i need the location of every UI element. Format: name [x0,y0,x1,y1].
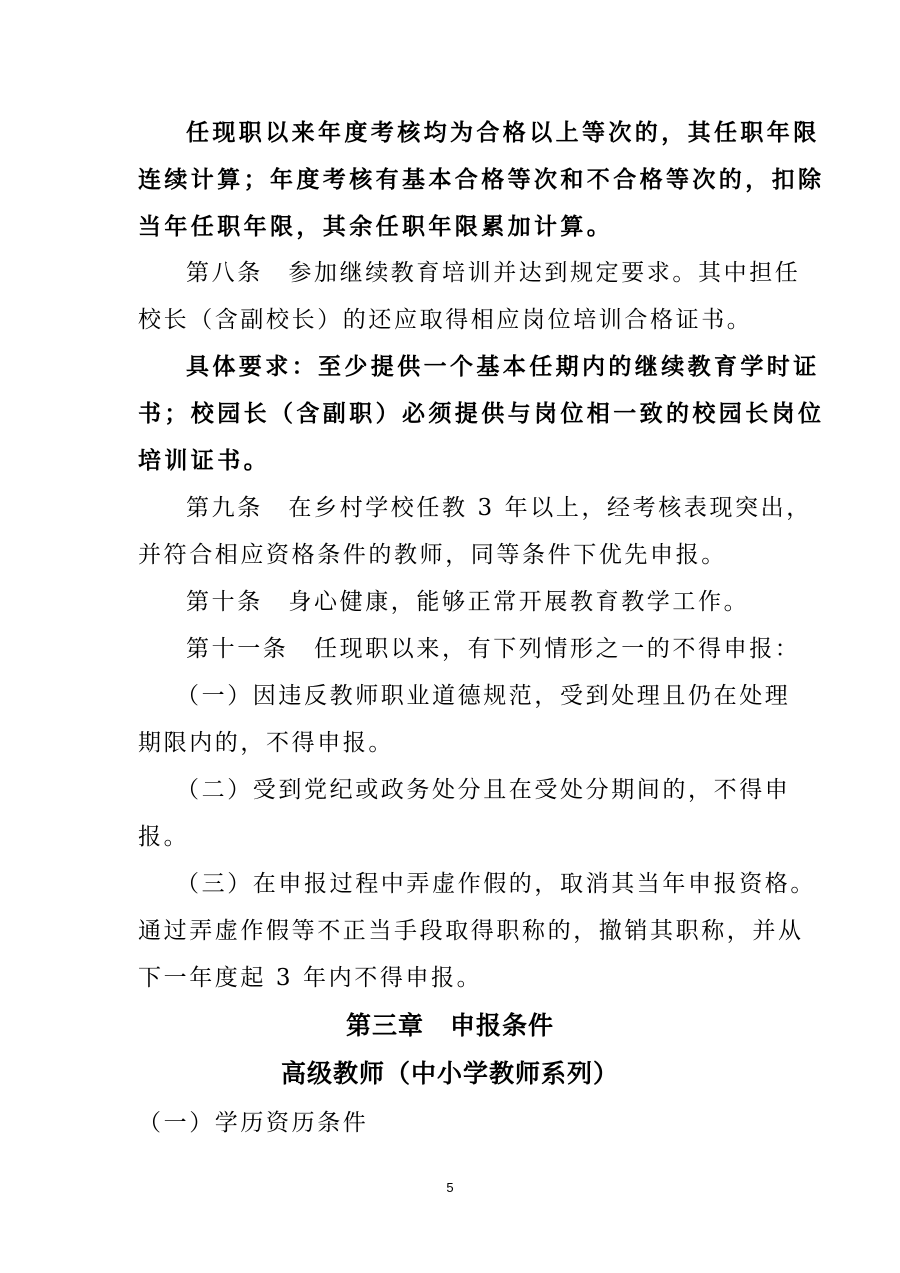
paragraph-2-line-2: 校长（含副校长）的还应取得相应岗位培训合格证书。 [138,307,753,333]
paragraph-1-line-2: 连续计算；年度考核有基本合格等次和不合格等次的，扣除 [138,166,825,193]
paragraph-4-line-1: 第九条 在乡村学校任教 3 年以上，经考核表现突出， [186,495,812,521]
paragraph-9-line-1: （三）在申报过程中弄虚作假的，取消其当年申报资格。 [176,871,816,897]
paragraph-9-line-3: 下一年度起 3 年内不得申报。 [138,965,483,991]
paragraph-6-line-1: 第十一条 任现职以来，有下列情形之一的不得申报： [186,636,801,662]
paragraph-1-line-1: 任现职以来年度考核均为合格以上等次的，其任职年限 [186,119,820,146]
page-number: 5 [446,1180,454,1195]
paragraph-2-line-1: 第八条 参加继续教育培训并达到规定要求。其中担任 [186,260,801,286]
section-heading: 高级教师（中小学教师系列） [280,1059,619,1088]
paragraph-7-line-2: 期限内的，不得申报。 [138,730,394,756]
paragraph-3-line-1: 具体要求：至少提供一个基本任期内的继续教育学时证 [186,353,820,380]
chapter-heading: 第三章 申报条件 [345,1011,554,1040]
paragraph-1-line-3: 当年任职年限，其余任职年限累加计算。 [138,213,614,240]
subsection-heading: （一）学历资历条件 [138,1110,369,1136]
paragraph-5-line-1: 第十条 身心健康，能够正常开展教育教学工作。 [186,589,750,615]
paragraph-9-line-2: 通过弄虚作假等不正当手段取得职称的，撤销其职称，并从 [138,918,804,944]
paragraph-8-line-2: 报。 [138,824,190,850]
paragraph-3-line-3: 培训证书。 [138,447,270,474]
paragraph-3-line-2: 书；校园长（含副职）必须提供与岗位相一致的校园长岗位 [138,400,825,427]
paragraph-7-line-1: （一）因违反教师职业道德规范，受到处理且仍在处理 [176,683,791,709]
paragraph-4-line-2: 并符合相应资格条件的教师，同等条件下优先申报。 [138,542,727,568]
paragraph-8-line-1: （二）受到党纪或政务处分且在受处分期间的，不得申 [176,777,791,803]
